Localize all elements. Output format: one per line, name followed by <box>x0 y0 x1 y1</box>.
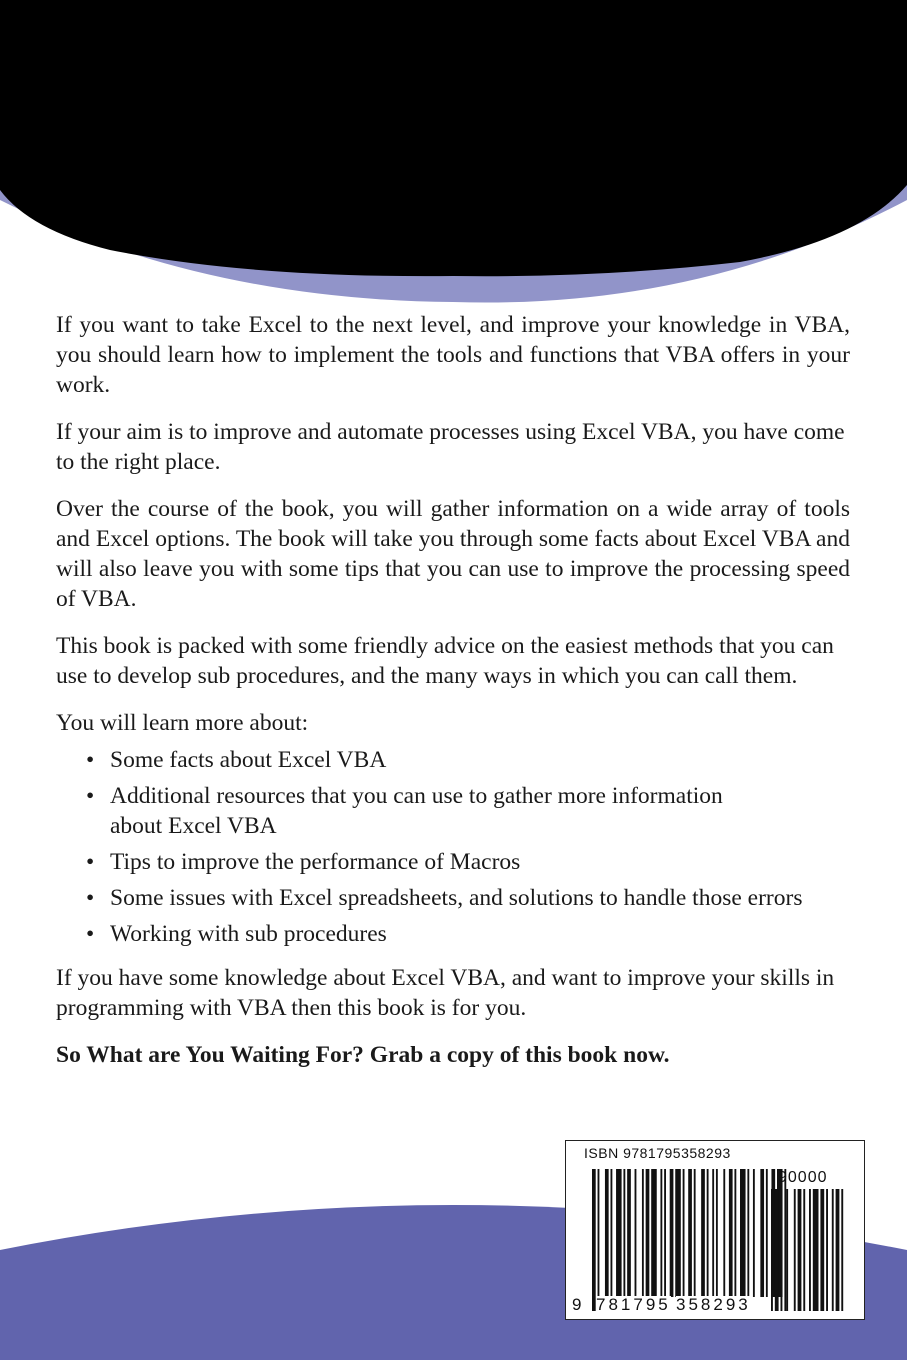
bullet-icon: • <box>86 849 95 875</box>
barcode-bar <box>716 1169 718 1297</box>
back-cover-blurb <box>56 310 850 1087</box>
barcode-bar <box>675 1169 681 1297</box>
blurb-paragraph-2: If your aim is to improve and automate processes using Excel VBA, you have come to the right place. <box>56 419 845 475</box>
barcode-first-digit: 9 <box>572 1295 582 1314</box>
list-item-text: Some issues with Excel spreadsheets, and solutions to handle those errors <box>110 885 803 911</box>
barcode-bar <box>670 1169 674 1297</box>
barcode-bar <box>660 1169 662 1297</box>
addon-bar <box>803 1189 805 1311</box>
addon-bar <box>794 1189 796 1311</box>
list-item-text: Working with sub procedures <box>110 921 387 947</box>
addon-bar <box>826 1189 828 1311</box>
list-item-text: Tips to improve the performance of Macros <box>110 849 521 875</box>
barcode-bar <box>760 1169 764 1297</box>
barcode-addon-digits: 90000 <box>778 1169 828 1186</box>
barcode-bar <box>723 1169 725 1297</box>
list-item <box>86 919 850 949</box>
barcode-bar <box>623 1169 625 1297</box>
barcode-bar <box>694 1169 696 1297</box>
list-item <box>86 883 850 913</box>
bullet-icon: • <box>86 885 95 911</box>
addon-bar <box>786 1189 788 1311</box>
bullet-icon: • <box>86 783 95 809</box>
barcode-bar <box>646 1169 650 1297</box>
addon-bar <box>820 1189 824 1311</box>
barcode-bar <box>616 1169 622 1297</box>
barcode-left-group: 781795 <box>596 1295 671 1314</box>
barcode-bar <box>683 1169 685 1297</box>
addon-bar <box>832 1189 834 1311</box>
barcode-bar <box>642 1169 644 1297</box>
barcode-bar <box>598 1169 600 1311</box>
blurb-paragraph-1: If you want to take Excel to the next level, and improve your knowledge in VBA, you should learn how to implement the tools and functions that VBA offers in your work. <box>56 312 850 398</box>
isbn-barcode-box <box>565 1140 865 1320</box>
barcode-bar <box>766 1169 768 1297</box>
bullet-icon: • <box>86 921 95 947</box>
barcode-bar <box>784 1169 786 1311</box>
barcode-bar <box>712 1169 714 1297</box>
learn-intro: You will learn more about: <box>56 710 309 736</box>
addon-bar <box>841 1189 843 1311</box>
addon-bar <box>798 1189 802 1311</box>
barcode-bar <box>651 1169 657 1297</box>
blurb-paragraph-4: This book is packed with some friendly advice on the easiest methods that you can use to develop sub procedures, and the many ways in which you can call them. <box>56 633 834 689</box>
barcode-bar <box>635 1169 637 1297</box>
barcode-bar <box>592 1169 596 1311</box>
blurb-paragraph-5: If you have some knowledge about Excel VBA, and want to improve your skills in programming with VBA then this book is for you. <box>56 965 835 1021</box>
barcode-bar <box>605 1169 609 1297</box>
list-item-text: Additional resources that you can use to gather more information about Excel VBA <box>110 783 723 839</box>
top-cover-band <box>0 0 907 310</box>
addon-bar <box>836 1189 840 1311</box>
barcode-right-group: 358293 <box>676 1295 751 1314</box>
isbn-label: ISBN 9781795358293 <box>584 1145 731 1161</box>
barcode-bar <box>734 1169 736 1297</box>
list-item-text: Some facts about Excel VBA <box>110 747 387 773</box>
addon-bar <box>771 1189 773 1311</box>
barcode-bar <box>664 1169 666 1297</box>
barcode-bar <box>753 1169 755 1297</box>
addon-bar <box>809 1189 811 1311</box>
barcode-bar <box>701 1169 705 1297</box>
list-item <box>86 781 770 841</box>
barcode-bar <box>707 1169 709 1297</box>
bullet-icon: • <box>86 747 95 773</box>
barcode-bar <box>611 1169 613 1297</box>
call-to-action: So What are You Waiting For? Grab a copy of this book now. <box>56 1042 670 1068</box>
barcode-bar <box>688 1169 692 1297</box>
barcode-bar <box>627 1169 631 1297</box>
barcode-bar <box>729 1169 733 1297</box>
barcode-bar <box>740 1169 746 1297</box>
addon-bar <box>781 1189 783 1311</box>
barcode-bar <box>747 1169 749 1297</box>
list-item <box>86 847 850 877</box>
learn-list <box>56 745 850 949</box>
addon-bar <box>775 1189 779 1311</box>
list-item <box>86 745 850 775</box>
addon-bar <box>813 1189 819 1311</box>
black-arc <box>0 0 907 276</box>
blurb-paragraph-3: Over the course of the book, you will gather information on a wide array of tools and Excel options. The book will take you through some facts about Excel VBA and will also leave you with some tips that you can use to improve the processing speed of VBA. <box>56 496 850 612</box>
barcode-bars <box>566 1141 866 1321</box>
